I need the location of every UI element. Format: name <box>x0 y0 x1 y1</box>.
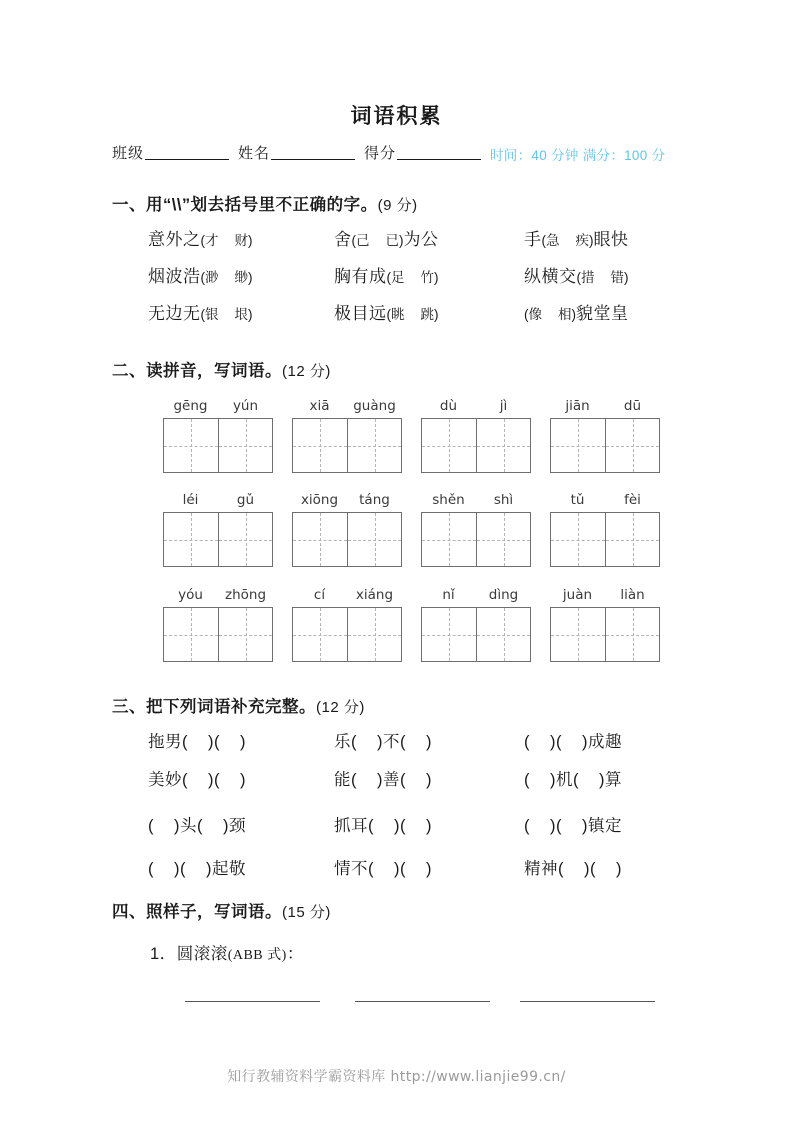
choice-option[interactable]: 错 <box>610 270 624 285</box>
pinyin-grid-block[interactable] <box>292 490 402 567</box>
choice-option[interactable]: 银 <box>205 307 219 322</box>
pinyin-syllable: xiā <box>309 398 330 414</box>
paren-close: ) <box>434 307 439 322</box>
idiom-prefix: 纵横交 <box>524 267 577 286</box>
idiom-part: 抓耳( <box>334 817 374 835</box>
section-1-row <box>112 299 692 331</box>
idiom-part: )颈 <box>223 817 246 835</box>
pinyin-syllable: léi <box>182 492 199 508</box>
paren-open: ( <box>200 307 205 322</box>
choice-option[interactable]: 足 <box>391 270 405 285</box>
tianzige-box[interactable] <box>163 418 273 473</box>
tianzige-cell[interactable] <box>218 419 272 472</box>
idiom-fill-item[interactable] <box>148 855 246 879</box>
pinyin-syllable: shì <box>493 492 514 508</box>
section-4-heading <box>112 898 331 922</box>
idiom-part: ) <box>240 771 246 789</box>
crossout-item[interactable] <box>524 299 629 324</box>
tianzige-cell[interactable] <box>164 513 218 566</box>
section-1-heading-text: 一、用“\\”划去括号里不正确的字。 <box>112 196 378 214</box>
idiom-fill-item[interactable] <box>334 766 432 790</box>
tianzige-cell[interactable] <box>476 608 530 661</box>
idiom-prefix: 舍 <box>334 230 352 249</box>
footer-watermark: 知行教辅资料学霸资料库 http://www.lianjie99.cn/ <box>227 1069 566 1085</box>
pinyin-syllable: cí <box>313 587 326 603</box>
idiom-part: )不( <box>377 733 406 751</box>
idiom-part: ( <box>524 817 530 835</box>
tianzige-box[interactable] <box>163 607 273 662</box>
score-label: 得分 <box>364 145 397 162</box>
choice-option[interactable]: 垠 <box>234 307 248 322</box>
idiom-suffix: 眼快 <box>593 230 629 249</box>
pinyin-syllable: yún <box>232 398 259 414</box>
crossout-item[interactable] <box>524 225 629 250</box>
idiom-part: )( <box>550 817 562 835</box>
pinyin-grid-block[interactable] <box>292 585 402 662</box>
idiom-prefix: 无边无 <box>148 304 201 323</box>
choice-option[interactable]: 急 <box>546 233 560 248</box>
idiom-part: 乐( <box>334 733 357 751</box>
crossout-item[interactable] <box>148 262 253 287</box>
paren-close: ) <box>248 233 253 248</box>
idiom-part: ) <box>616 860 622 878</box>
idiom-fill-item[interactable] <box>524 728 622 752</box>
tianzige-box[interactable] <box>550 512 660 567</box>
idiom-part: ) <box>426 817 432 835</box>
tianzige-cell[interactable] <box>605 513 659 566</box>
idiom-part: )成趣 <box>582 733 622 751</box>
choice-option[interactable]: 相 <box>558 307 572 322</box>
tianzige-cell[interactable] <box>422 608 476 661</box>
choice-option[interactable]: 像 <box>528 307 542 322</box>
tianzige-box[interactable] <box>550 418 660 473</box>
pinyin-syllable: jiān <box>565 398 590 414</box>
idiom-part: )头( <box>174 817 203 835</box>
class-label: 班级 <box>112 145 145 162</box>
pinyin-syllable: fèi <box>624 492 641 508</box>
idiom-part: 美妙( <box>148 771 188 789</box>
tianzige-cell[interactable] <box>476 419 530 472</box>
idiom-part: )( <box>584 860 596 878</box>
idiom-part: 精神( <box>524 860 564 878</box>
tianzige-box[interactable] <box>163 512 273 567</box>
idiom-fill-item[interactable] <box>148 766 246 790</box>
pinyin-syllable: gēng <box>173 398 208 414</box>
pinyin-syllable: xiōng <box>300 492 339 508</box>
exam-meta-info: 时间：40 分钟 满分：100 分 <box>490 148 666 163</box>
section-1-heading <box>112 191 418 215</box>
tianzige-box[interactable] <box>550 607 660 662</box>
pinyin-line <box>292 396 402 416</box>
crossout-item[interactable] <box>334 299 439 324</box>
tianzige-cell[interactable] <box>347 608 401 661</box>
pinyin-grid-block[interactable] <box>163 585 273 662</box>
tianzige-cell[interactable] <box>293 513 347 566</box>
section-2-heading <box>112 357 331 381</box>
choice-option[interactable]: 已 <box>385 233 399 248</box>
tianzige-cell[interactable] <box>347 513 401 566</box>
paren-open: ( <box>576 270 581 285</box>
idiom-part: )( <box>394 860 406 878</box>
paren-close: ) <box>248 307 253 322</box>
idiom-part: 拖男( <box>148 733 188 751</box>
section-1-row <box>112 225 692 257</box>
tianzige-cell[interactable] <box>476 513 530 566</box>
item-number: 1． <box>150 945 177 963</box>
name-blank[interactable] <box>271 144 355 160</box>
idiom-prefix: 胸有成 <box>334 267 387 286</box>
section-4-heading-text: 四、照样子，写词语。 <box>112 903 282 921</box>
tianzige-box[interactable] <box>292 512 402 567</box>
choice-option[interactable]: 措 <box>581 270 595 285</box>
pinyin-grid-block[interactable] <box>163 396 273 473</box>
tianzige-box[interactable] <box>292 418 402 473</box>
paren-open: ( <box>200 270 205 285</box>
tianzige-cell[interactable] <box>347 419 401 472</box>
choice-option[interactable]: 竹 <box>420 270 434 285</box>
paren-close: ) <box>248 270 253 285</box>
colon-mark: ： <box>286 945 304 963</box>
section-2-points: (12 分) <box>282 363 331 380</box>
section-3-points: (12 分) <box>316 699 365 716</box>
idiom-prefix: 意外之 <box>148 230 201 249</box>
choice-group[interactable] <box>201 307 253 322</box>
tianzige-box[interactable] <box>421 512 531 567</box>
idiom-part: )善( <box>377 771 406 789</box>
paren-open: ( <box>386 270 391 285</box>
choice-group[interactable] <box>352 233 404 248</box>
pinyin-grid-block[interactable] <box>550 585 660 662</box>
pinyin-syllable: zhōng <box>224 587 267 603</box>
pinyin-line <box>421 585 531 605</box>
idiom-part: )起敬 <box>206 860 246 878</box>
idiom-fill-item[interactable] <box>148 812 246 836</box>
idiom-part: )( <box>394 817 406 835</box>
name-label: 姓名 <box>238 145 271 162</box>
pinyin-syllable: dù <box>439 398 458 414</box>
paren-open: ( <box>386 307 391 322</box>
section-4-item <box>150 940 304 964</box>
idiom-part: )镇定 <box>582 817 622 835</box>
idiom-part: 能( <box>334 771 357 789</box>
pinyin-grid-block[interactable] <box>421 585 531 662</box>
choice-option[interactable]: 渺 <box>205 270 219 285</box>
tianzige-cell[interactable] <box>605 608 659 661</box>
paren-open: ( <box>524 307 529 322</box>
name-field[interactable] <box>238 142 355 163</box>
idiom-prefix: 烟波浩 <box>148 267 201 286</box>
section-1-points: (9 分) <box>377 197 418 214</box>
idiom-part: ( <box>148 817 154 835</box>
paren-close: ) <box>399 233 404 248</box>
idiom-fill-item[interactable] <box>334 812 432 836</box>
idiom-part: )算 <box>599 771 622 789</box>
pinyin-line <box>163 396 273 416</box>
paren-open: ( <box>351 233 356 248</box>
pinyin-line <box>292 585 402 605</box>
crossout-item[interactable] <box>148 299 253 324</box>
tianzige-cell[interactable] <box>422 419 476 472</box>
choice-group[interactable] <box>524 307 576 322</box>
pinyin-syllable: yóu <box>178 587 203 603</box>
pinyin-line <box>292 490 402 510</box>
section-3-heading-text: 三、把下列词语补充完整。 <box>112 698 316 716</box>
choice-option[interactable]: 财 <box>234 233 248 248</box>
choice-option[interactable]: 眺 <box>391 307 405 322</box>
idiom-part: 情不( <box>334 860 374 878</box>
pinyin-syllable: jì <box>499 398 508 414</box>
pinyin-syllable: táng <box>359 492 390 508</box>
pinyin-grid-block[interactable] <box>550 396 660 473</box>
pinyin-line <box>550 490 660 510</box>
pinyin-syllable: guàng <box>353 398 396 414</box>
pinyin-syllable: tǔ <box>570 492 585 508</box>
section-3-row <box>112 766 692 798</box>
choice-group[interactable] <box>577 270 629 285</box>
crossout-item[interactable] <box>148 225 253 250</box>
pattern-label: (ABB 式) <box>227 948 287 963</box>
idiom-part: ) <box>426 771 432 789</box>
pinyin-syllable: xiáng <box>355 587 394 603</box>
tianzige-cell[interactable] <box>218 608 272 661</box>
idiom-fill-item[interactable] <box>524 812 622 836</box>
idiom-part: )( <box>208 733 220 751</box>
idiom-prefix: 手 <box>524 230 542 249</box>
pinyin-grid-block[interactable] <box>421 490 531 567</box>
pinyin-grid-block[interactable] <box>550 490 660 567</box>
section-3-heading <box>112 693 365 717</box>
tianzige-box[interactable] <box>421 607 531 662</box>
tianzige-cell[interactable] <box>551 513 605 566</box>
paren-open: ( <box>200 233 205 248</box>
idiom-part: ) <box>240 733 246 751</box>
pinyin-syllable: dìng <box>488 587 519 603</box>
tianzige-cell[interactable] <box>164 419 218 472</box>
tianzige-cell[interactable] <box>293 608 347 661</box>
section-2-heading-text: 二、读拼音，写词语。 <box>112 362 282 380</box>
score-field[interactable] <box>364 142 481 163</box>
pinyin-syllable: liàn <box>620 587 645 603</box>
crossout-item[interactable] <box>524 262 629 287</box>
pinyin-syllable: gǔ <box>236 492 255 508</box>
tianzige-cell[interactable] <box>164 608 218 661</box>
tianzige-cell[interactable] <box>218 513 272 566</box>
idiom-fill-item[interactable] <box>524 855 622 879</box>
idiom-suffix: 貌堂皇 <box>576 304 629 323</box>
pinyin-line <box>421 396 531 416</box>
sample-word: 圆滚滚 <box>176 945 228 963</box>
choice-group[interactable] <box>542 233 594 248</box>
choice-group[interactable] <box>387 307 439 322</box>
class-blank[interactable] <box>145 144 229 160</box>
idiom-fill-item[interactable] <box>148 728 246 752</box>
tianzige-cell[interactable] <box>551 608 605 661</box>
idiom-fill-item[interactable] <box>524 766 622 790</box>
crossout-item[interactable] <box>334 262 439 287</box>
paren-close: ) <box>434 270 439 285</box>
tianzige-cell[interactable] <box>605 419 659 472</box>
student-info-row <box>112 142 682 166</box>
choice-group[interactable] <box>387 270 439 285</box>
idiom-part: ( <box>148 860 154 878</box>
choice-group[interactable] <box>201 270 253 285</box>
tianzige-cell[interactable] <box>293 419 347 472</box>
idiom-part: ) <box>426 733 432 751</box>
section-3-row <box>112 812 692 844</box>
choice-option[interactable]: 己 <box>356 233 370 248</box>
paren-close: ) <box>571 307 576 322</box>
idiom-fill-item[interactable] <box>334 728 432 752</box>
section-4-points: (15 分) <box>282 904 331 921</box>
tianzige-box[interactable] <box>421 418 531 473</box>
choice-option[interactable]: 缈 <box>234 270 248 285</box>
idiom-suffix: 为公 <box>403 230 439 249</box>
pinyin-grid-block[interactable] <box>421 396 531 473</box>
choice-option[interactable]: 才 <box>205 233 219 248</box>
crossout-item[interactable] <box>334 225 439 250</box>
idiom-part: ( <box>524 733 530 751</box>
score-blank[interactable] <box>397 144 481 160</box>
section-3-row <box>112 728 692 760</box>
tianzige-box[interactable] <box>292 607 402 662</box>
paren-close: ) <box>624 270 629 285</box>
idiom-part: )机( <box>550 771 579 789</box>
class-field[interactable] <box>112 142 229 163</box>
idiom-part: )( <box>174 860 186 878</box>
idiom-part: )( <box>208 771 220 789</box>
pinyin-line <box>163 490 273 510</box>
pinyin-syllable: nǐ <box>442 587 455 603</box>
paren-open: ( <box>541 233 546 248</box>
pinyin-grid-block[interactable] <box>292 396 402 473</box>
pinyin-line <box>421 490 531 510</box>
section-1-row <box>112 262 692 294</box>
pinyin-syllable: dū <box>623 398 642 414</box>
choice-option[interactable]: 跳 <box>420 307 434 322</box>
pinyin-syllable: juàn <box>562 587 593 603</box>
tianzige-cell[interactable] <box>422 513 476 566</box>
idiom-fill-item[interactable] <box>334 855 432 879</box>
idiom-part: )( <box>550 733 562 751</box>
choice-option[interactable]: 疾 <box>575 233 589 248</box>
page-title: 词语积累 <box>350 105 443 128</box>
pinyin-grid-block[interactable] <box>163 490 273 567</box>
idiom-part: ) <box>426 860 432 878</box>
idiom-prefix: 极目远 <box>334 304 387 323</box>
section-3-row <box>112 855 692 887</box>
idiom-part: ( <box>524 771 530 789</box>
choice-group[interactable] <box>201 233 253 248</box>
paren-close: ) <box>589 233 594 248</box>
pinyin-line <box>550 396 660 416</box>
pinyin-line <box>163 585 273 605</box>
pinyin-syllable: shěn <box>432 492 465 508</box>
answer-blank-line[interactable] <box>520 1001 655 1002</box>
tianzige-cell[interactable] <box>551 419 605 472</box>
answer-blank-line[interactable] <box>185 1001 320 1002</box>
answer-blank-line[interactable] <box>355 1001 490 1002</box>
pinyin-line <box>550 585 660 605</box>
